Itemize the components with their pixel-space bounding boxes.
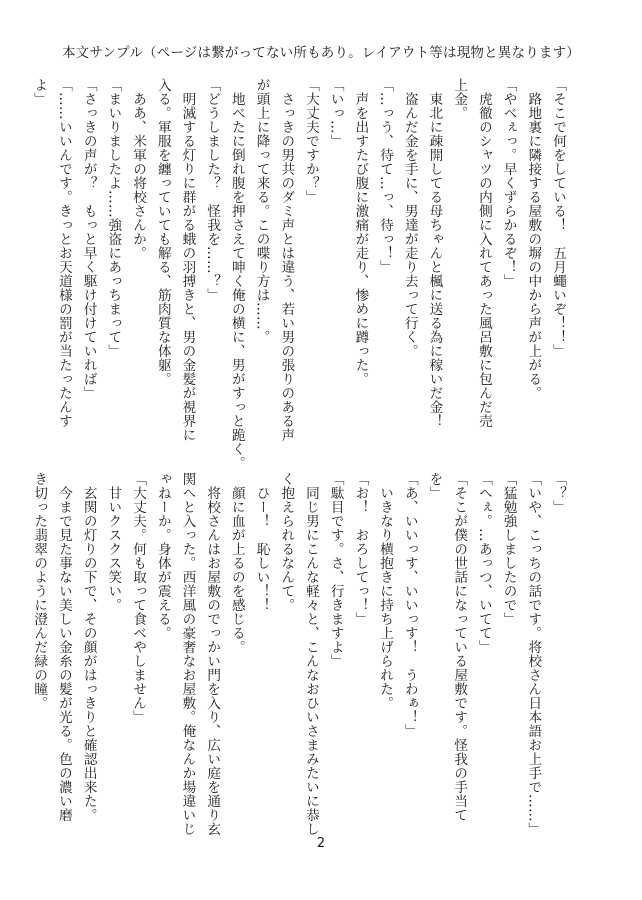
- text-line: 「…っう、待て…っ、待っ！」: [377, 78, 394, 274]
- text-line: く抱えられるなんて。: [278, 472, 295, 612]
- text-line: き切った翡翠のように澄んだ緑の瞳。: [31, 472, 48, 710]
- text-line: 「お！ おろしてっ！」: [352, 472, 369, 626]
- text-line: 顔に血が上るのを感じる。: [228, 472, 245, 654]
- upper-text-column: [31, 78, 570, 470]
- text-line: 盗んだ金を手に、男達が走り去って行く。: [401, 78, 418, 358]
- text-line: 「駄目です。さ、行きますよ」: [327, 472, 344, 668]
- text-line: 「まいりましたよ……強盗にあっちまって」: [105, 78, 122, 358]
- text-line: 入る。軍服を纏っていても解る、筋肉質な体躯。: [154, 78, 171, 386]
- text-line: 「？」: [550, 472, 566, 514]
- lower-text-column: [31, 472, 570, 848]
- text-line: ひー！ 恥しい！！: [253, 472, 270, 612]
- text-line: 「いっ…」: [327, 78, 344, 148]
- text-line: 東北に疎開してる母ちゃんと楓に送る為に稼いだ金！: [426, 78, 443, 428]
- text-line: 甘いクスクス笑い。: [105, 472, 122, 612]
- text-line: 「あ、いいっす、いいっす！ うわぁ！」: [401, 472, 418, 738]
- text-line: 将校さんはお屋敷のでっかい門を入り、広い庭を通り玄: [204, 472, 221, 836]
- text-line: いきなり横抱きに持ち上げられた。: [377, 472, 394, 710]
- text-line: を」: [426, 472, 443, 500]
- text-line: さっきの男共のダミ声とは違う、若い男の張りのある声: [278, 78, 295, 442]
- text-line: 明滅する灯りに群がる蛾の羽搏きと、男の金髪が視界に: [179, 78, 196, 442]
- text-line: よ」: [31, 78, 48, 106]
- text-line: 「……いいんです。きっとお天道様の罰が当たったんす: [55, 78, 72, 428]
- text-line: 今まで見た事ない美しい金糸の髪が光る。色の濃い磨: [55, 472, 72, 822]
- text-line: 「大丈夫ですか？」: [302, 78, 319, 204]
- text-line: 玄関の灯りの下で、その顔がはっきりと確認出来た。: [80, 472, 97, 822]
- page-header: 本文サンプル（ページは繋がってない所もあり。レイアウト等は現物と異なります）: [61, 45, 581, 61]
- text-line: 「そこが僕の世話になっている屋敷です。怪我の手当て: [451, 472, 468, 822]
- text-line: ああ、米軍の将校さんか。: [130, 78, 147, 260]
- text-line: 「へぇ。…あっつ、いてて」: [475, 472, 492, 654]
- text-line: 「どうしました？ 怪我を……？」: [204, 78, 221, 302]
- text-line: 上金。: [451, 78, 468, 120]
- text-line: 「いや、こっちの話です。将校さん日本語お上手で……」: [525, 472, 542, 836]
- text-line: 同じ男にこんな軽々と、こんなおひいさまみたいに恭し: [302, 472, 319, 836]
- text-line: 声を出すたび腹に激痛が走り、惨めに蹲った。: [352, 78, 369, 386]
- text-line: 虎徹のシャツの内側に入れてあった風呂敷に包んだ売: [475, 78, 492, 428]
- text-line: 「やべぇっ。早くずらかるぞ！」: [500, 78, 517, 288]
- text-line: 「大丈夫。何も取って食べやしません」: [130, 472, 147, 724]
- text-line: 「猛勉強しましたので」: [500, 472, 517, 626]
- text-line: ゃねーか。身体が震える。: [154, 472, 171, 640]
- text-line: 地べたに倒れ腹を押さえて呻く俺の横に、男がすっと跪く。: [228, 78, 245, 470]
- text-line: 関へと入った。西洋風の豪奢なお屋敷。俺なんか場違いじ: [179, 472, 196, 836]
- text-line: 路地裏に隣接する屋敷の塀の中から声が上がる。: [525, 78, 542, 400]
- text-line: 「そこで何をしている！ 五月蠅いぞ！！」: [550, 78, 566, 358]
- text-line: 「さっきの声が？ もっと早く駆け付けていれば」: [80, 78, 97, 400]
- page-number: 2: [316, 836, 326, 851]
- text-line: が頭上に降って来る。この喋り方は……。: [253, 78, 270, 344]
